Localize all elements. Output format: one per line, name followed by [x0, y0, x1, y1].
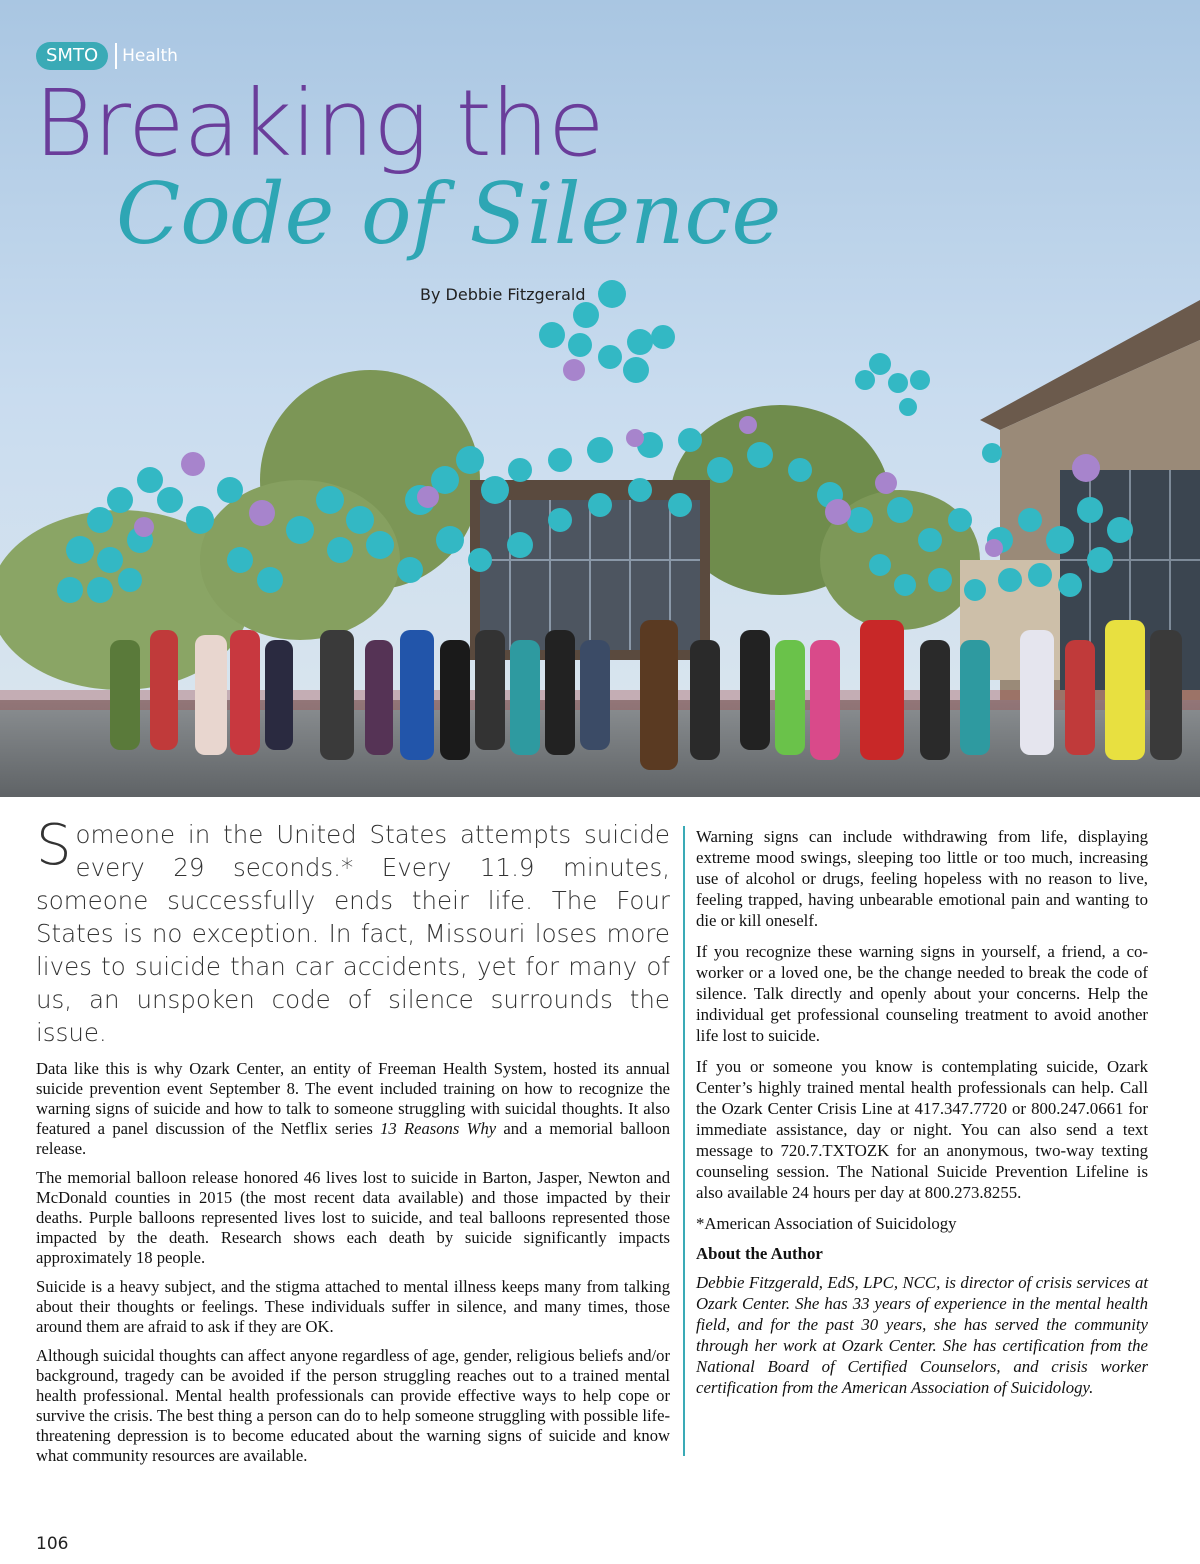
paragraph-2: The memorial balloon release honored 46 lives lost to suicide in Barton, Jasper, Newton and McDonald counties in 2015 (the most recent data available) and those impacted by their deaths. Purple balloons represented lives lost to suicide, and teal balloons represented those impacted by the death. Research shows each death by suicide significantly impacts approximately 18 people.	[36, 1168, 670, 1267]
lead-text: omeone in the United States attempts suicide every 29 seconds.* Every 11.9 minutes, someone successfully ends their life. The Four States is no exception. In fact, Missouri loses more lives to suicide than car accidents, yet for many of us, an unspoken code of silence surrounds the issue.	[36, 820, 670, 1047]
column-divider	[683, 826, 685, 1456]
title-line-1: Breaking the	[34, 70, 604, 177]
paragraph-1	[36, 1059, 670, 1159]
footnote: *American Association of Suicidology	[696, 1214, 957, 1233]
paragraph-1-text-end: and a memorial balloon release.	[36, 1119, 671, 1158]
recognize-paragraph: If you recognize these warning signs in yourself, a friend, a co-worker or a loved one, be the change needed to break the code of silence. Talk directly and openly about your concerns. Help the individual get professional counseling treatment to avoid another life lost to suicide.	[696, 942, 1148, 1045]
section-label: Health	[122, 46, 178, 66]
byline: By Debbie Fitzgerald	[420, 285, 586, 304]
crowd	[110, 620, 1182, 770]
about-author-heading: About the Author	[696, 1244, 823, 1263]
author-bio: Debbie Fitzgerald, EdS, LPC, NCC, is director of crisis services at Ozark Center. She has 33 years of experience in the mental health field, and for the past 30 years, she has served the community through her work at Ozark Center. She has certification from the National Board of Certified Counselors, and crisis worker certification from the American Association of Suicidology.	[696, 1273, 1148, 1397]
lead-paragraph	[36, 813, 670, 1049]
paragraph-4: Although suicidal thoughts can affect anyone regardless of age, gender, religious beliefs and/or background, tragedy can be avoided if the person struggling reaches out to a trained mental health professional. Mental health professionals can provide effective ways to help cope or survive the crisis. The best thing a person can do to help someone struggling with possible life-threatening depression is to become educated about the warning signs of suicide and know what community resources are available.	[36, 1346, 670, 1465]
drop-cap: S	[36, 813, 72, 878]
crisis-line-paragraph: If you or someone you know is contemplating suicide, Ozark Center’s highly trained mental health professionals can help. Call the Ozark Center Crisis Line at 417.347.7720 or 800.247.0661 for immediate assistance, day or night. You can also send a text message to 720.7.TXTOZK for an anonymous, two-way texting counseling session. The National Suicide Prevention Lifeline is also available 24 hours per day at 800.273.8255.	[696, 1057, 1148, 1202]
paragraph-1-text: Data like this is why Ozark Center, an entity of Freeman Health System, hosted its annual suicide prevention event September 8. The event included training on how to recognize the warning signs of suicide and how to talk to someone struggling with suicidal thoughts. It also featured a panel discussion of the Netflix series	[36, 1059, 670, 1138]
publication-tag: SMTO	[36, 42, 108, 70]
article-left-column	[36, 813, 671, 1475]
page-number: 106	[36, 1534, 69, 1554]
warning-signs-paragraph: Warning signs can include withdrawing from life, displaying extreme mood swings, sleeping too little or too much, increasing use of alcohol or drugs, feeling hopeless with no reason to live, feeling trapped, having unbearable emotional pain and wanting to die or kill oneself.	[696, 827, 1148, 930]
title-line-2: Code of Silence	[116, 165, 782, 263]
section-tag	[36, 42, 178, 70]
paragraph-3: Suicide is a heavy subject, and the stigma attached to mental illness keeps many from talking about their thoughts or feelings. These individuals suffer in silence, and many times, those around them are afraid to ask if they are OK.	[36, 1277, 670, 1336]
series-title: 13 Reasons Why	[380, 1119, 497, 1138]
tag-divider	[115, 43, 117, 69]
article-right-column	[696, 826, 1148, 1398]
